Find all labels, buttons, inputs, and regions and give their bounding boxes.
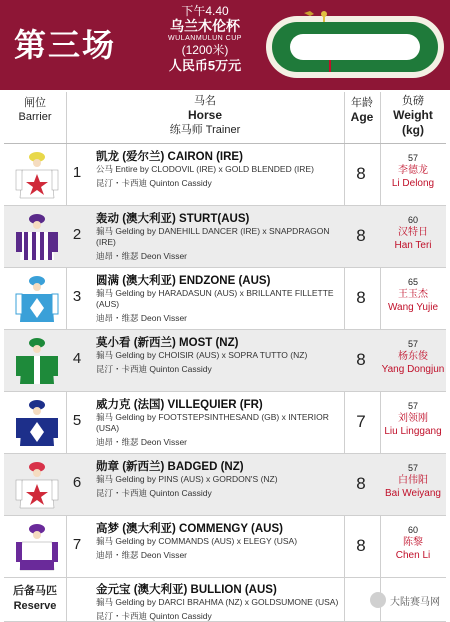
race-time: 下午4.40 <box>181 4 229 18</box>
horse-weight: 57 <box>407 153 418 163</box>
horse-age: 8 <box>356 474 366 493</box>
runner-row <box>4 392 446 454</box>
reserve-pedigree: 骟马 Gelding by DARCI BRAHMA (NZ) x GOLDSUMONE (USA) <box>96 597 339 607</box>
weight-jockey <box>380 152 446 190</box>
horse-name: 高梦 (澳大利亚) COMMENGY (AUS) <box>96 523 283 535</box>
horse-weight: 65 <box>407 277 418 287</box>
trainer-header: 练马师 Trainer <box>169 124 241 136</box>
jockey-name-cn: 汉特日 <box>398 227 428 238</box>
age-header <box>344 92 380 144</box>
horse-age: 8 <box>356 288 366 307</box>
horse-age: 7 <box>356 412 366 431</box>
reserve-trainer: 昆汀・卡西迪 Quinton Cassidy <box>96 611 212 621</box>
jockey-name-en: Han Teri <box>394 240 432 251</box>
barrier-header-en: Barrier <box>18 111 52 123</box>
jockey-silks-icon <box>12 460 62 510</box>
horse-header <box>66 92 344 144</box>
horse-info <box>96 212 348 262</box>
watermark-text: 大陆赛马网 <box>390 596 440 608</box>
horse-pedigree: 骟马 Gelding by CHOISIR (AUS) x SOPRA TUTTO (NZ) <box>96 350 308 360</box>
race-distance: (1200米) <box>181 43 229 57</box>
horse-weight: 57 <box>407 463 418 473</box>
horse-pedigree: 骟马 Gelding by HARADASUN (AUS) x BRILLANTE FILLETTE (AUS) <box>96 288 334 309</box>
horse-weight: 60 <box>407 525 418 535</box>
jockey-name-en: Wang Yujie <box>387 302 439 313</box>
jockey-name-cn: 王玉杰 <box>398 289 428 300</box>
horse-pedigree: 骟马 Gelding by DANEHILL DANCER (IRE) x SNAPDRAGON (IRE) <box>96 226 330 247</box>
barrier-number: 5 <box>72 412 82 429</box>
runner-row <box>4 268 446 330</box>
jockey-silks-icon <box>12 150 62 200</box>
barrier-number: 4 <box>72 350 82 367</box>
barrier-number: 6 <box>72 474 82 491</box>
horse-weight: 60 <box>407 215 418 225</box>
race-card-table <box>4 92 446 622</box>
weight-jockey <box>380 276 446 314</box>
jockey-name-cn: 陈黎 <box>403 537 423 548</box>
jockey-name-en: Liu Linggang <box>384 426 442 437</box>
jockey-name-en: Yang Dongjun <box>381 364 445 375</box>
horse-pedigree: 公马 Entire by CLODOVIL (IRE) x GOLD BLENDED (IRE) <box>96 164 314 174</box>
runner-row <box>4 144 446 206</box>
jockey-name-cn: 白伟阳 <box>398 475 428 486</box>
horse-weight: 57 <box>407 401 418 411</box>
weight-jockey <box>380 400 446 438</box>
horse-age: 8 <box>356 536 366 555</box>
weight-header <box>380 92 446 144</box>
horse-age: 8 <box>356 226 366 245</box>
jockey-name-en: Chen Li <box>395 550 431 561</box>
watermark <box>370 592 440 608</box>
cup-name-en: WULANMULUN CUP <box>168 35 242 42</box>
horse-age: 8 <box>356 350 366 369</box>
jockey-name-cn: 刘领刚 <box>398 413 428 424</box>
runner-row <box>4 330 446 392</box>
horse-name: 莫小看 (新西兰) MOST (NZ) <box>96 337 239 349</box>
horse-info <box>96 522 348 561</box>
horse-info <box>96 398 348 448</box>
jockey-silks-icon <box>12 212 62 262</box>
reserve-label-en: Reserve <box>13 600 57 612</box>
jockey-silks-icon <box>12 336 62 386</box>
weight-jockey <box>380 214 446 252</box>
horse-trainer: 迪昂・维瑟 Deon Visser <box>96 313 188 323</box>
race-title: 第三场 <box>14 26 117 64</box>
racetrack-map-icon <box>264 10 446 82</box>
wechat-logo-icon <box>370 592 386 608</box>
horse-trainer: 昆汀・卡西迪 Quinton Cassidy <box>96 178 212 188</box>
jockey-silks-icon <box>12 522 62 572</box>
weight-header-unit: (kg) <box>402 123 424 137</box>
horse-header-cn: 马名 <box>194 95 216 107</box>
barrier-number: 7 <box>72 536 82 553</box>
race-header <box>0 0 450 90</box>
horse-name: 勋章 (新西兰) BADGED (NZ) <box>96 461 244 473</box>
horse-trainer: 昆汀・卡西迪 Quinton Cassidy <box>96 364 212 374</box>
horse-info <box>96 150 348 189</box>
horse-pedigree: 骟马 Gelding by FOOTSTEPSINTHESAND (GB) x INTERIOR (USA) <box>96 412 329 433</box>
weight-header-cn: 负磅 <box>402 95 424 107</box>
reserve-label <box>4 578 66 622</box>
jockey-name-en: Li Delong <box>391 178 435 189</box>
barrier-number: 1 <box>72 164 82 181</box>
horse-info <box>96 336 348 375</box>
reserve-horse-info <box>96 583 348 622</box>
horse-name: 圆满 (澳大利亚) ENDZONE (AUS) <box>96 275 271 287</box>
horse-name: 威力克 (法国) VILLEQUIER (FR) <box>96 399 263 411</box>
weight-jockey <box>380 462 446 500</box>
jockey-silks-icon <box>12 274 62 324</box>
horse-weight: 57 <box>407 339 418 349</box>
horse-header-en: Horse <box>187 108 222 122</box>
horse-trainer: 迪昂・维瑟 Deon Visser <box>96 437 188 447</box>
reserve-label-cn: 后备马匹 <box>13 585 57 597</box>
horse-age: 8 <box>356 164 366 183</box>
age-header-cn: 年龄 <box>351 97 373 109</box>
horse-name: 轰动 (澳大利亚) STURT(AUS) <box>96 213 250 225</box>
jockey-name-cn: 李德龙 <box>398 165 428 176</box>
horse-info <box>96 274 348 324</box>
horse-pedigree: 骟马 Gelding by PINS (AUS) x GORDON'S (NZ) <box>96 474 278 484</box>
barrier-header <box>4 92 66 144</box>
horse-trainer: 昆汀・卡西迪 Quinton Cassidy <box>96 488 212 498</box>
weight-jockey <box>380 524 446 562</box>
jockey-silks-icon <box>12 398 62 448</box>
weight-jockey <box>380 338 446 376</box>
jockey-name-en: Bai Weiyang <box>385 488 441 499</box>
horse-info <box>96 460 348 499</box>
horse-trainer: 迪昂・维瑟 Deon Visser <box>96 550 188 560</box>
race-prize: 人民币5万元 <box>168 58 242 73</box>
barrier-number: 2 <box>72 226 82 243</box>
age-header-en: Age <box>350 110 374 124</box>
table-header <box>4 92 446 144</box>
horse-name: 凯龙 (爱尔兰) CAIRON (IRE) <box>96 151 243 163</box>
horse-pedigree: 骟马 Gelding by COMMANDS (AUS) x ELEGY (USA) <box>96 536 298 546</box>
weight-header-en: Weight <box>393 108 433 122</box>
barrier-header-cn: 闸位 <box>24 97 46 109</box>
cup-name-cn: 乌兰木伦杯 <box>170 18 240 34</box>
jockey-name-cn: 杨东俊 <box>398 351 428 362</box>
runner-row <box>4 206 446 268</box>
horse-trainer: 迪昂・维瑟 Deon Visser <box>96 251 188 261</box>
runner-row <box>4 516 446 578</box>
race-info <box>140 4 270 74</box>
barrier-number: 3 <box>72 288 82 305</box>
runner-row <box>4 454 446 516</box>
reserve-horse-name: 金元宝 (澳大利亚) BULLION (AUS) <box>96 584 277 596</box>
